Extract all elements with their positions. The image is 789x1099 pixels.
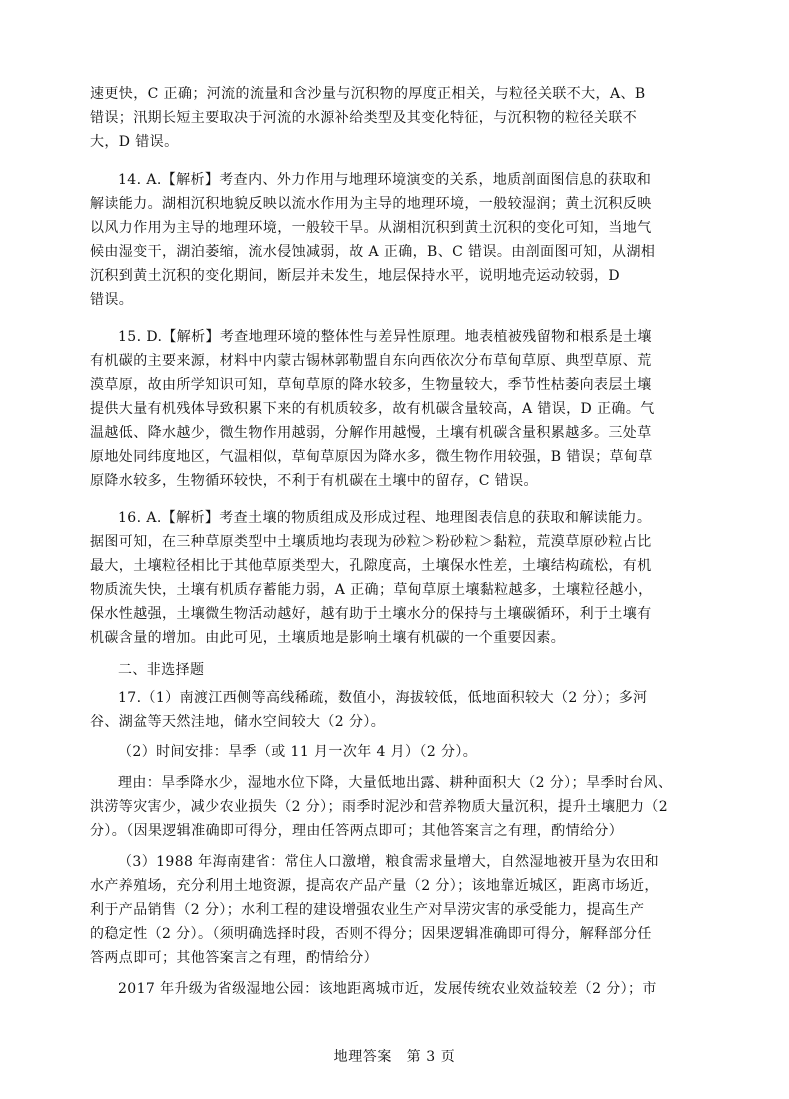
- section-heading: 二、非选择题: [118, 662, 205, 678]
- text-line: 分）。（因果逻辑准确即可得分，理由任答两点即可；其他答案言之有理，酌情给分）: [90, 823, 624, 839]
- text-line: 速更快，C 正确；河流的流量和含沙量与沉积物的厚度正相关，与粒径关联不大，A、B: [90, 86, 646, 102]
- text-line: 机碳含量的增加。由此可见，土壤质地是影响土壤有机碳的一个重要因素。: [90, 630, 566, 646]
- text-line: 利于产品销售（2 分）；水利工程的建设增强农业生产对旱涝灾害的承受能力，提高生产: [90, 902, 645, 918]
- text-line: 水产养殖场，充分利用土地资源，提高农产品产量（2 分）；该地靠近城区，距离市场近，: [90, 878, 659, 894]
- text-line: 解读能力。湖相沉积地貌反映以流水作用为主导的地理环境，一般较湿润；黄土沉积反映: [90, 196, 652, 212]
- text-line: 错误；汛期长短主要取决于河流的水源补给类型及其变化特征，与沉积物的粒径关联不: [90, 110, 638, 126]
- text-line: 以风力作用为主导的地理环境，一般较干旱。从湖相沉积到黄土沉积的变化可知，当地气: [90, 220, 652, 236]
- text-line: 理由：旱季降水少，湿地水位下降，大量低地出露、耕种面积大（2 分）；旱季时台风、: [118, 775, 673, 791]
- text-line: 大，D 错误。: [90, 134, 179, 150]
- page-footer: 地理答案 第 3 页: [333, 1049, 456, 1065]
- text-line: 沉积到黄土沉积的变化期间，断层并未发生，地层保持水平，说明地壳运动较弱，D: [90, 268, 621, 284]
- text-line: 16. A.【解析】考查土壤的物质组成及形成过程、地理图表信息的获取和解读能力。: [118, 510, 652, 526]
- text-line: 2017 年升级为省级湿地公园：该地距离城市近，发展传统农业效益较差（2 分）；市: [118, 981, 657, 997]
- text-line: 提供大量有机残体导致积累下来的有机质较多，故有机碳含量较高，A 错误，D 正确。气: [90, 401, 655, 417]
- text-line: 原地处同纬度地区，气温相似，草甸草原因为降水多，微生物作用较强，B 错误；草甸草: [90, 449, 653, 465]
- text-line: 原降水较多，生物循环较快，不利于有机碳在土壤中的留存，C 错误。: [90, 473, 538, 489]
- text-line: 答两点即可；其他答案言之有理，酌情给分）: [90, 950, 378, 966]
- text-line: 14. A.【解析】考查内、外力作用与地理环境演变的关系，地质剖面图信息的获取和: [118, 172, 652, 188]
- text-line: 最大，土壤粒径相比于其他草原类型大，孔隙度高，土壤保水性差，土壤结构疏松，有机: [90, 558, 652, 574]
- text-line: 洪涝等灾害少，减少农业损失（2 分）；雨季时泥沙和营养物质大量沉积，提升土壤肥力（2: [90, 799, 669, 815]
- text-line: 错误。: [90, 292, 134, 308]
- text-line: 温越低、降水越少，微生物作用越弱，分解作用越慢，土壤有机碳含量积累越多。三处草: [90, 425, 652, 441]
- text-line: 谷、湖盆等天然洼地，储水空间较大（2 分）。: [90, 714, 386, 730]
- text-line: 保水性越强，土壤微生物活动越好，越有助于土壤水分的保持与土壤碳循环，利于土壤有: [90, 606, 652, 622]
- text-line: 的稳定性（2 分）。（须明确选择时段，否则不得分；因果逻辑准确即可得分，解释部分任: [90, 926, 652, 942]
- text-line: 漠草原，故由所学知识可知，草甸草原的降水较多，生物量较大，季节性枯萎向表层土壤: [90, 377, 652, 393]
- text-line: 15. D.【解析】考查地理环境的整体性与差异性原理。地表植被残留物和根系是土壤: [118, 329, 652, 345]
- text-line: 据图可知，在三种草原类型中土壤质地均表现为砂粒＞粉砂粒＞黏粒，荒漠草原砂粒占比: [90, 534, 652, 550]
- text-line: 物质流失快，土壤有机质存蓄能力弱，A 正确；草甸草原土壤黏粒越多，土壤粒径越小，: [90, 582, 653, 598]
- text-line: （3）1988 年海南建省：常住人口激增，粮食需求量增大，自然湿地被开垦为农田和: [118, 854, 659, 870]
- text-line: 候由湿变干，湖泊萎缩，流水侵蚀减弱，故 A 正确，B、C 错误。由剖面图可知，从湖相: [90, 244, 656, 260]
- text-line: 有机碳的主要来源，材料中内蒙古锡林郭勒盟自东向西依次分布草甸草原、典型草原、荒: [90, 353, 652, 369]
- text-line: 17.（1）南渡江西侧等高线稀疏，数值小，海拔较低，低地面积较大（2 分）；多河: [118, 690, 648, 706]
- text-line: （2）时间安排：旱季（或 11 月一次年 4 月）（2 分）。: [118, 744, 478, 760]
